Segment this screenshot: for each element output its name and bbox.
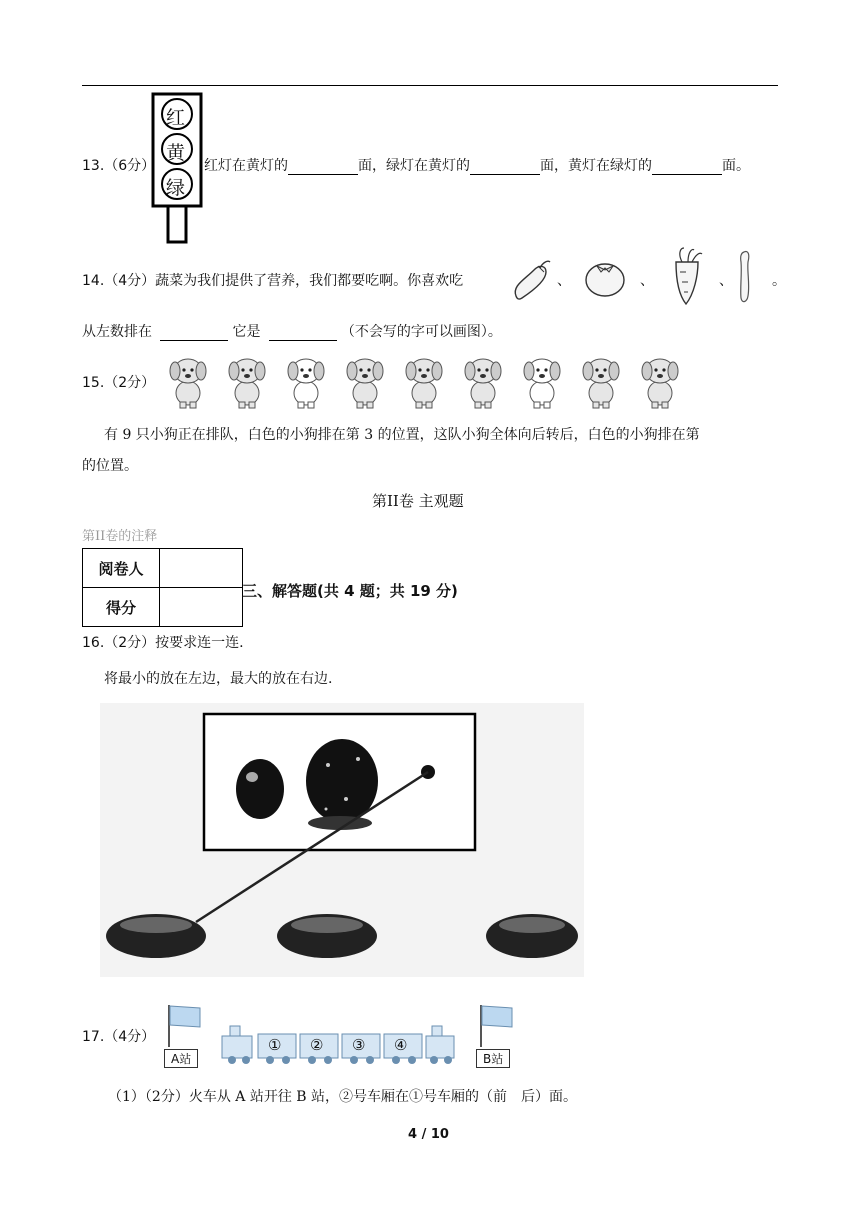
question-13 <box>82 155 155 175</box>
car-4-label: ④ <box>394 1036 408 1054</box>
nest-left <box>106 914 206 958</box>
separator: 、 <box>719 273 733 289</box>
q15-text-line2: 的位置。 <box>82 458 138 474</box>
traffic-light-icon <box>150 92 204 244</box>
q14-line2c: （不会写的字可以画图）。 <box>340 324 502 340</box>
carrot-icon <box>664 246 710 312</box>
separator: 、 <box>557 273 571 289</box>
medium-ball <box>236 759 284 819</box>
matching-figure <box>100 703 584 981</box>
question-17 <box>82 1026 155 1046</box>
nest-middle <box>277 914 377 958</box>
question-14-line2 <box>82 321 502 341</box>
answer-blank-2[interactable] <box>470 158 540 175</box>
dog-icon <box>583 359 619 408</box>
nest-right <box>486 914 578 958</box>
dog-icon <box>229 359 265 408</box>
light-red-label: 红 <box>166 107 186 129</box>
question-number: 13.（6分） <box>82 158 156 174</box>
dog-icon <box>288 359 324 408</box>
q13-part3: 面，黄灯在绿灯的 <box>540 158 652 174</box>
eggplant-icon <box>510 256 554 306</box>
flag-b-icon <box>476 1003 516 1053</box>
section-heading: 三、解答题(共 4 题；共 19 分) <box>242 582 458 600</box>
score-cell[interactable] <box>160 588 243 627</box>
reviewer-label: 阅卷人 <box>83 549 160 588</box>
question-13-text <box>204 155 750 175</box>
reviewer-cell[interactable] <box>160 549 243 588</box>
station-a-label: A站 <box>164 1049 198 1068</box>
page-number: 4 / 10 <box>408 1127 449 1142</box>
dog-icon <box>406 359 442 408</box>
q14-text: 蔬菜为我们提供了营养，我们都要吃啊。你喜欢吃 <box>155 273 464 289</box>
q13-part4: 面。 <box>722 158 750 174</box>
q13-part2: 面，绿灯在黄灯的 <box>358 158 470 174</box>
question-15 <box>82 372 155 392</box>
question-16 <box>82 632 244 652</box>
question-14 <box>82 270 463 290</box>
train-icon <box>218 1022 458 1066</box>
separator: 、 <box>640 273 654 289</box>
header-rule <box>82 85 778 86</box>
dog-row <box>166 351 706 409</box>
dog-icon <box>347 359 383 408</box>
answer-blank-position[interactable] <box>160 324 228 341</box>
q16-text: 按要求连一连. <box>155 635 244 651</box>
score-label: 得分 <box>83 588 160 627</box>
q16-instruction: 将最小的放在左边，最大的放在右边. <box>104 671 333 687</box>
section-title: 第II卷 主观题 <box>372 492 464 510</box>
dog-icon <box>642 359 678 408</box>
answer-blank-1[interactable] <box>288 158 358 175</box>
section-note: 第II卷的注释 <box>82 529 158 544</box>
q14-end: 。 <box>772 273 786 289</box>
answer-blank-3[interactable] <box>652 158 722 175</box>
score-box <box>82 548 243 627</box>
question-number: 14.（4分） <box>82 273 156 289</box>
dog-icon <box>170 359 206 408</box>
question-number: 15.（2分） <box>82 375 156 391</box>
q14-line2a: 从左数排在 <box>82 324 152 340</box>
car-2-label: ② <box>310 1036 324 1054</box>
question-number: 17.（4分） <box>82 1029 156 1045</box>
answer-blank-vegetable[interactable] <box>269 324 337 341</box>
car-1-label: ① <box>268 1036 282 1054</box>
bean-icon <box>736 248 756 310</box>
station-b-label: B站 <box>476 1049 510 1068</box>
q17-sub1: （1）（2分）火车从 A 站开往 B 站，②号车厢在①号车厢的（前 后）面。 <box>108 1089 578 1105</box>
q13-part1: 红灯在黄灯的 <box>204 158 288 174</box>
q15-text-line1: 有 9 只小狗正在排队，白色的小狗排在第 3 的位置，这队小狗全体向后转后，白色的小狗排在第 <box>104 427 700 443</box>
dog-icon <box>465 359 501 408</box>
q14-line2b: 它是 <box>232 324 261 340</box>
car-3-label: ③ <box>352 1036 366 1054</box>
light-yellow-label: 黄 <box>166 142 186 164</box>
flag-a-icon <box>164 1003 204 1053</box>
tomato-icon <box>583 254 627 304</box>
dog-icon <box>524 359 560 408</box>
question-number: 16.（2分） <box>82 635 156 651</box>
light-green-label: 绿 <box>166 177 186 199</box>
